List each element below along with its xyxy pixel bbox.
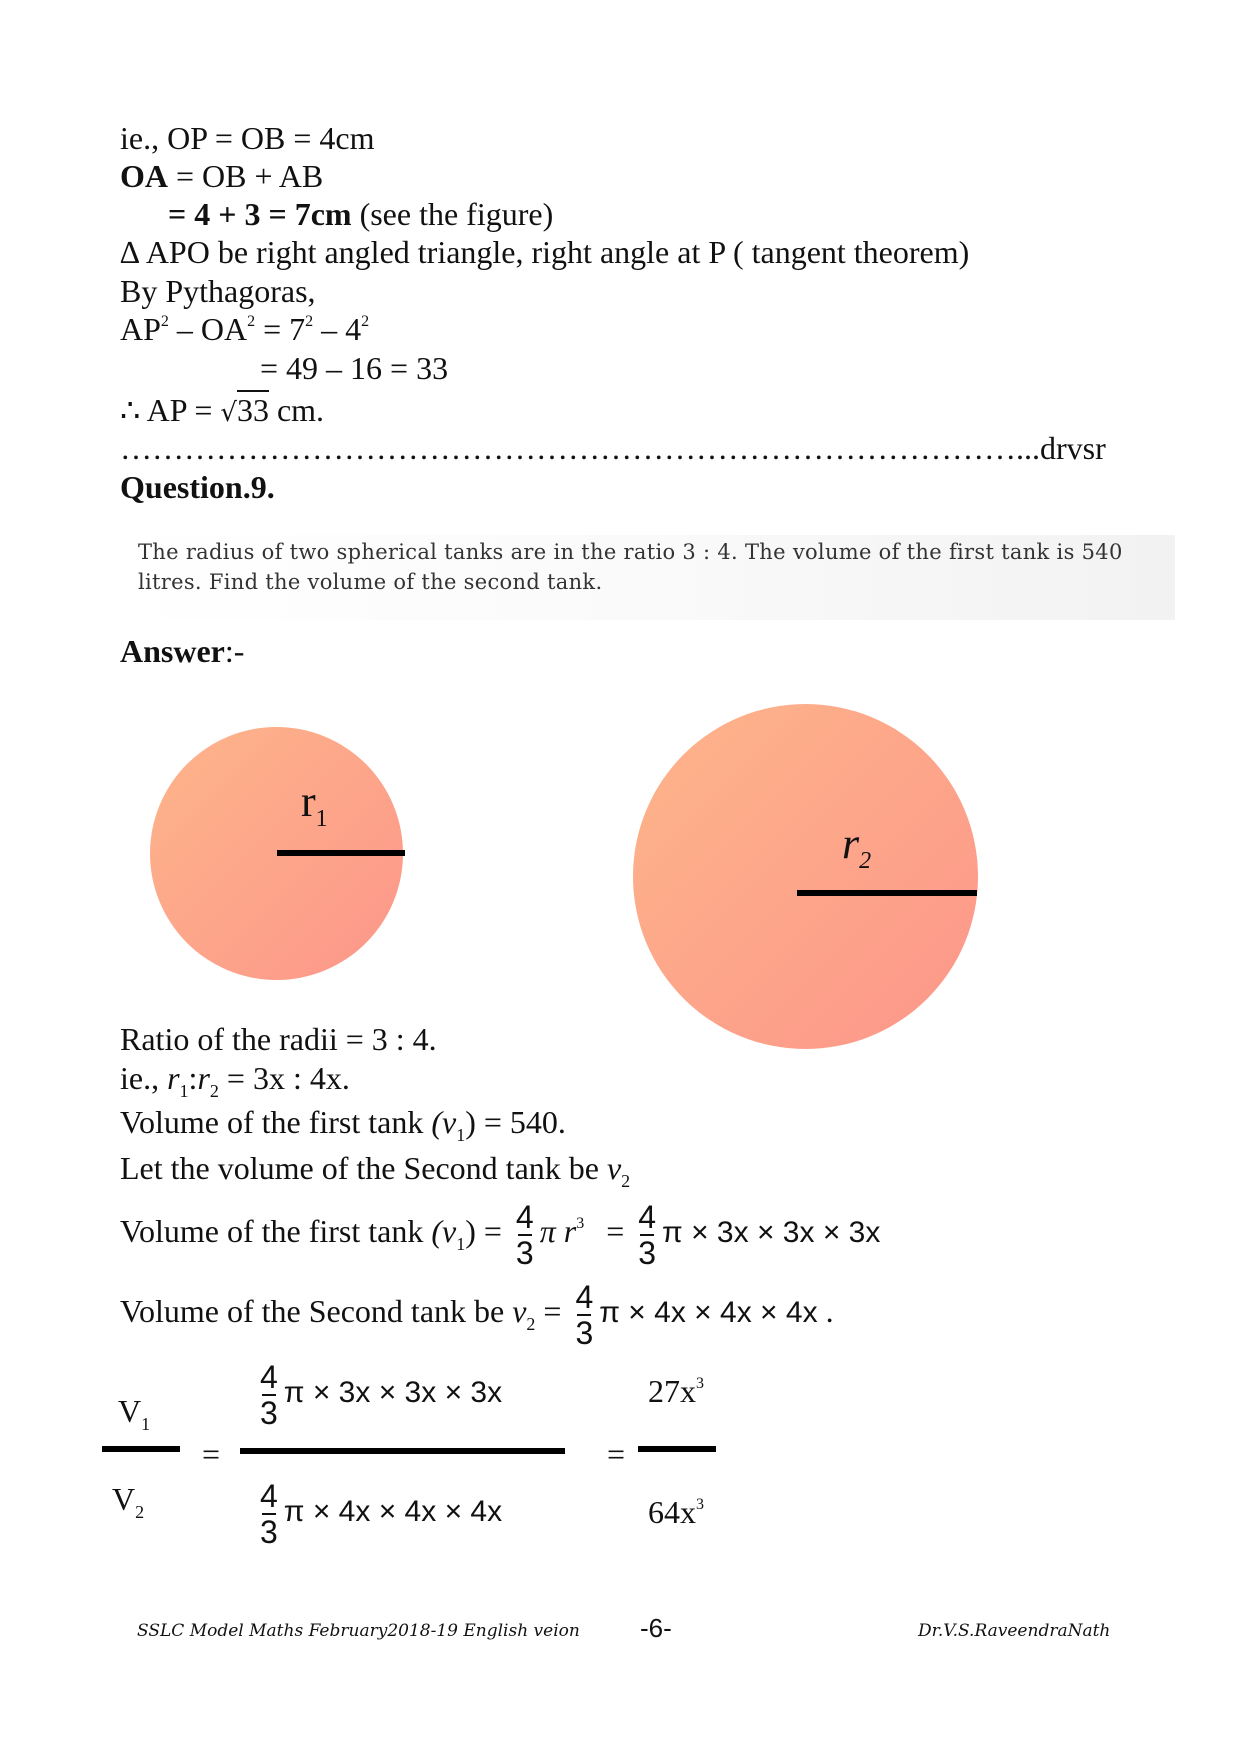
let-vol-label: Let the volume of the Second tank be — [120, 1150, 607, 1186]
answer-rest: :- — [224, 633, 245, 669]
volume-second-formula — [120, 1275, 834, 1350]
ap-result-post: cm. — [268, 392, 325, 428]
vol1-eq: = — [475, 1213, 502, 1249]
frac-num: 4 — [515, 1198, 534, 1235]
ratio-v2 — [112, 1481, 145, 1522]
radius-label-2 — [842, 819, 872, 874]
equals: = — [606, 1213, 625, 1249]
answer-bold: Answer — [120, 633, 225, 669]
fraction-4-3 — [638, 1200, 656, 1270]
v2-sub: 2 — [621, 1171, 631, 1191]
volume-first-formula — [120, 1195, 880, 1270]
vol1-var: (v — [431, 1213, 457, 1249]
ap-text: AP — [120, 311, 161, 347]
vol2-var: v — [512, 1293, 527, 1329]
r2-var-sub: 2 — [209, 1081, 219, 1101]
frac-num: 4 — [260, 1477, 278, 1514]
fraction-4-3 — [575, 1280, 593, 1350]
vol2-label: Volume of the Second tank be — [120, 1293, 513, 1329]
line-oa — [120, 158, 323, 194]
big-denominator — [254, 1474, 502, 1549]
oa-rest: = OB + AB — [168, 158, 324, 194]
period: . — [817, 1293, 834, 1329]
oa-value-rest: (see the figure) — [351, 196, 554, 232]
line-op-ob: ie., OP = OB = 4cm — [120, 120, 375, 156]
ratio-r1-r2 — [120, 1060, 350, 1101]
question-text: The radius of two spherical tanks are in the ratio 3 : 4. The volume of the first tank is 540 litres. Find the volume of the second tank. — [138, 540, 1123, 594]
footer-left: SSLC Model Maths February2018-19 English veion — [137, 1621, 580, 1641]
line-pythagoras: By Pythagoras, — [120, 273, 316, 309]
v1-var: (v — [431, 1104, 457, 1140]
v2-letter-sub: 2 — [135, 1502, 145, 1522]
vol1-sub: 1 — [456, 1234, 466, 1254]
footer-right: Dr.V.S.RaveendraNath — [918, 1621, 1111, 1641]
big-numerator — [254, 1355, 502, 1430]
ratio-x: = 3x : 4x. — [218, 1060, 350, 1096]
ratio-v1 — [118, 1393, 151, 1434]
sqrt-value: 33 — [236, 392, 269, 428]
dotted-separator: …………………………………………………………………………...drvsr — [120, 430, 1106, 466]
ap-result-pre: ∴ AP = — [120, 392, 221, 428]
r2-var: r — [197, 1060, 210, 1096]
fraction-bar-main — [240, 1448, 565, 1454]
pi-r: π r — [539, 1213, 577, 1249]
r1-sub: 1 — [315, 806, 328, 832]
vol2-eq: = — [535, 1293, 562, 1329]
question-heading: Question.9. — [120, 469, 275, 505]
frac-den: 3 — [260, 1513, 278, 1550]
equals-1: = — [202, 1436, 221, 1472]
num-expr: π × 3x × 3x × 3x — [283, 1376, 503, 1409]
answer-heading — [120, 633, 244, 669]
expr-first: π × 3x × 3x × 3x — [662, 1216, 881, 1249]
r1-letter: r — [301, 777, 316, 826]
result-denominator — [648, 1494, 704, 1530]
radius-line-1 — [277, 850, 405, 856]
fraction-bar-v — [102, 1446, 180, 1452]
vol-first-label: Volume of the first tank — [120, 1104, 432, 1140]
line-ap-result — [120, 392, 324, 431]
sup-2: 2 — [361, 313, 370, 330]
large-sphere — [633, 704, 978, 1049]
sup-2: 2 — [160, 313, 169, 330]
v2-var: v — [606, 1150, 622, 1186]
res-num-exp: 3 — [696, 1375, 704, 1392]
question-scan — [120, 535, 1175, 620]
ratio-radii: Ratio of the radii = 3 : 4. — [120, 1021, 437, 1057]
radius-label-1 — [301, 777, 328, 832]
volume-first-540 — [120, 1104, 566, 1145]
frac-num: 4 — [260, 1358, 278, 1395]
v1-letter-sub: 1 — [141, 1414, 151, 1434]
seven-text: = 7 — [255, 311, 306, 347]
frac-den: 3 — [260, 1394, 278, 1431]
vol1-label: Volume of the first tank — [120, 1213, 432, 1249]
line-triangle: ∆ APO be right angled triangle, right angle at P ( tangent theorem) — [120, 234, 970, 270]
expr-second: π × 4x × 4x × 4x — [599, 1296, 818, 1329]
line-49-16: = 49 – 16 = 33 — [260, 350, 449, 386]
colon: : — [188, 1060, 198, 1096]
res-den: 64x — [648, 1494, 696, 1530]
res-den-exp: 3 — [696, 1496, 704, 1513]
frac-num: 4 — [638, 1198, 657, 1235]
fraction-4-3 — [260, 1479, 278, 1549]
cube-sup: 3 — [576, 1215, 585, 1232]
r1-var-sub: 1 — [179, 1081, 189, 1101]
r2-sub: 2 — [859, 848, 872, 874]
frac-den: 3 — [638, 1234, 657, 1271]
r2-letter: r — [842, 819, 860, 868]
result-numerator — [648, 1373, 704, 1409]
let-volume-second — [120, 1150, 631, 1191]
ie-text: ie., — [120, 1060, 168, 1096]
sqrt-icon: √ — [220, 398, 237, 428]
fraction-bar-result — [638, 1446, 716, 1452]
fraction-4-3 — [516, 1200, 534, 1270]
fraction-4-3 — [260, 1360, 278, 1430]
radius-line-2 — [797, 890, 977, 896]
oa-text: – OA — [168, 311, 248, 347]
vol-540: = 540. — [475, 1104, 566, 1140]
sup-2: 2 — [247, 313, 256, 330]
page-number: -6- — [640, 1613, 672, 1643]
v1-sub: 1 — [456, 1125, 466, 1145]
res-num: 27x — [648, 1373, 696, 1409]
vol2-sub: 2 — [526, 1314, 536, 1334]
r1-var: r — [167, 1060, 180, 1096]
four-text: – 4 — [313, 311, 362, 347]
frac-num: 4 — [575, 1278, 594, 1315]
den-expr: π × 4x × 4x × 4x — [283, 1495, 503, 1528]
v2-letter: V — [112, 1481, 136, 1517]
frac-den: 3 — [515, 1234, 534, 1271]
frac-den: 3 — [575, 1314, 594, 1351]
sup-2: 2 — [305, 313, 314, 330]
v1-letter: V — [118, 1393, 142, 1429]
oa-value-bold: = 4 + 3 = 7cm — [168, 196, 352, 232]
equals-2: = — [607, 1436, 626, 1472]
vol1-paren: ) — [465, 1213, 476, 1249]
line-ap-squared — [120, 311, 369, 347]
paren-close: ) — [465, 1104, 476, 1140]
oa-bold: OA — [120, 158, 168, 194]
line-oa-value — [168, 196, 553, 232]
